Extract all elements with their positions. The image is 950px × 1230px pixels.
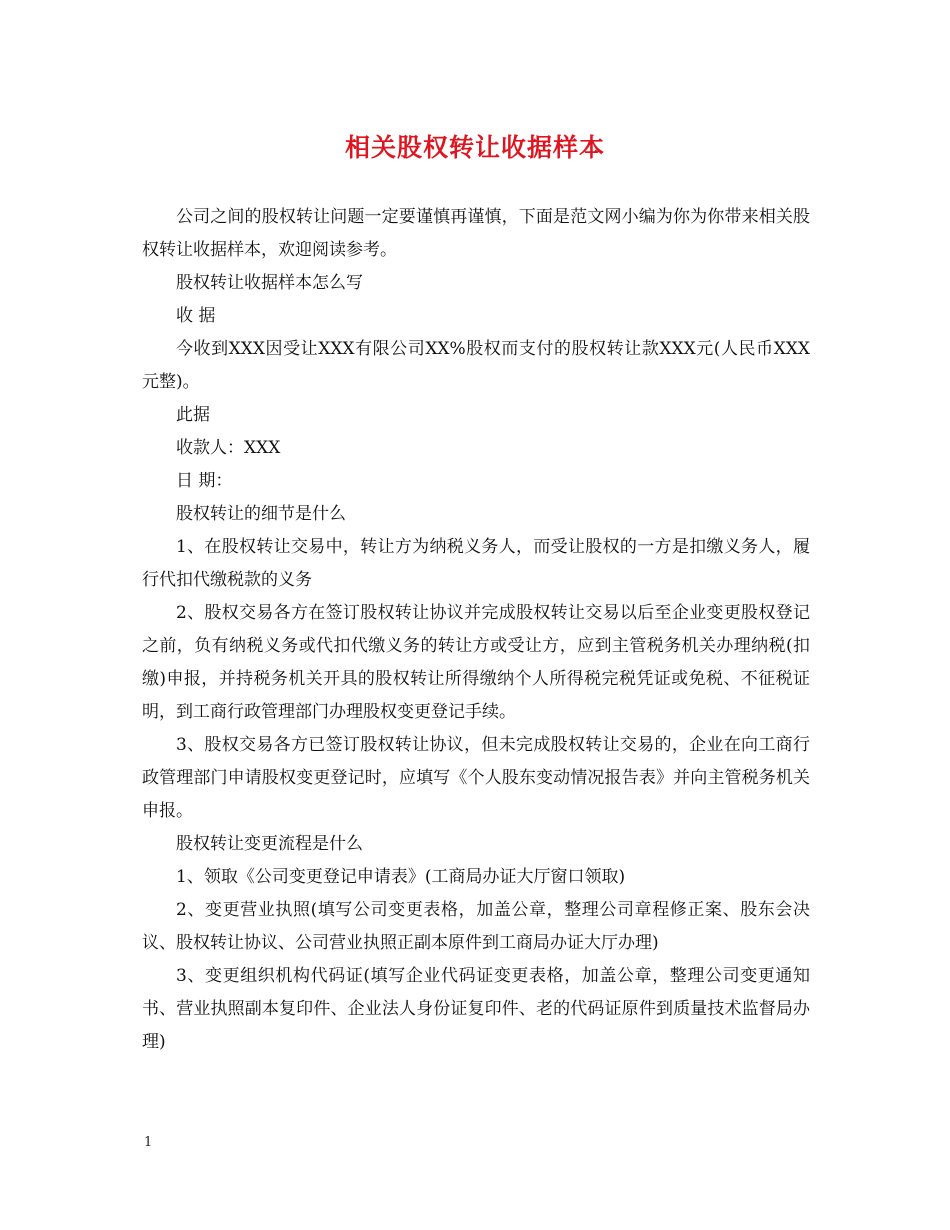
page-number: 1 xyxy=(144,1135,153,1150)
receipt-payee: 收款人：XXX xyxy=(176,438,281,458)
heading-transfer-details: 股权转让的细节是什么 xyxy=(176,504,346,524)
paragraph-intro: 公司之间的股权转让问题一定要谨慎再谨慎，下面是范文网小编为你为你带来相关股权转让收据样本，欢迎阅读参考。 xyxy=(142,207,810,260)
process-item-3: 3、变更组织机构代码证(填写企业代码证变更表格，加盖公章，整理公司变更通知书、营业执照副本复印件、企业法人身份证复印件、老的代码证原件到质量技术监督局办理) xyxy=(142,966,810,1052)
process-item-1: 1、领取《公司变更登记申请表》(工商局办证大厅窗口领取) xyxy=(176,867,626,887)
heading-change-process: 股权转让变更流程是什么 xyxy=(176,834,363,854)
document-title: 相关股权转让收据样本 xyxy=(344,133,605,162)
receipt-date: 日 期： xyxy=(176,471,233,491)
receipt-body: 今收到XXX因受让XXX有限公司XX%股权而支付的股权转让款XXX元(人民币XXX元整)。 xyxy=(142,339,810,392)
process-item-2: 2、变更营业执照(填写公司变更表格，加盖公章，整理公司章程修正案、股东会决议、股权转让协议、公司营业执照正副本原件到工商局办证大厅办理) xyxy=(142,900,810,953)
receipt-closing: 此据 xyxy=(176,405,210,425)
heading-receipt-how-to: 股权转让收据样本怎么写 xyxy=(176,273,363,293)
detail-item-1: 1、在股权转让交易中，转让方为纳税义务人，而受让股权的一方是扣缴义务人，履行代扣代缴税款的义务 xyxy=(142,537,810,590)
receipt-title: 收 据 xyxy=(176,306,216,326)
document-body xyxy=(142,201,810,1059)
detail-item-3: 3、股权交易各方已签订股权转让协议，但未完成股权转让交易的，企业在向工商行政管理部门申请股权变更登记时，应填写《个人股东变动情况报告表》并向主管税务机关申报。 xyxy=(142,735,810,821)
detail-item-2: 2、股权交易各方在签订股权转让协议并完成股权转让交易以后至企业变更股权登记之前，负有纳税义务或代扣代缴义务的转让方或受让方，应到主管税务机关办理纳税(扣缴)申报，并持税务机关开具的股权转让所得缴纳个人所得税完税凭证或免税、不征税证明，到工商行政管理部门办理股权变更登记手续。 xyxy=(142,603,810,722)
